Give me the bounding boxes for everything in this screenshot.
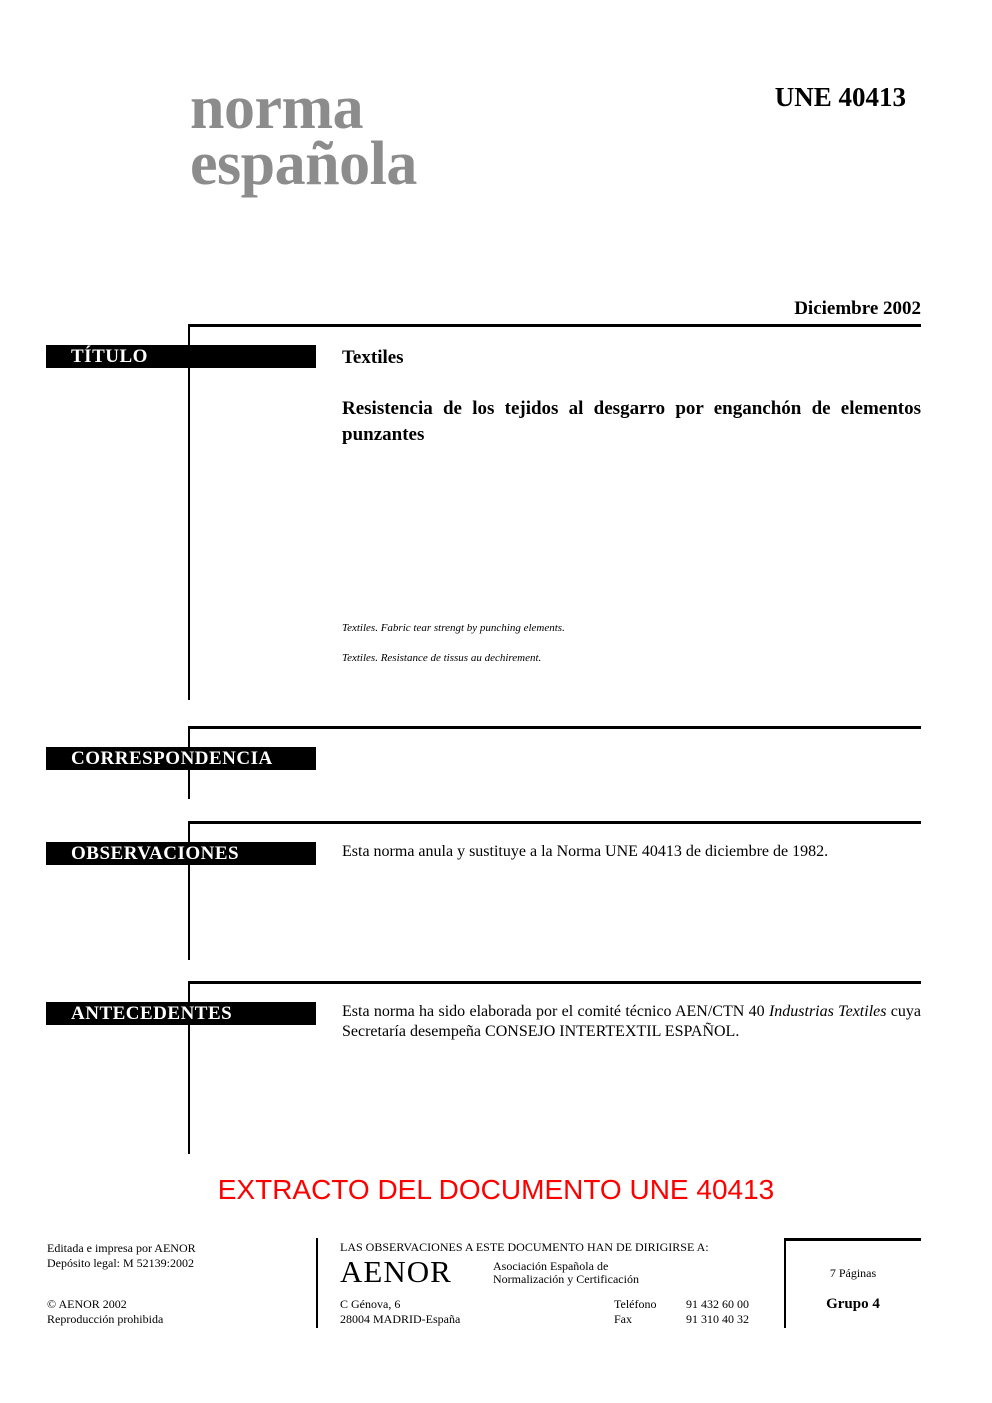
antecedentes-committee-name: Industrias Textiles <box>768 1003 887 1020</box>
address-line-1: C Génova, 6 <box>340 1297 401 1311</box>
footer-box-top-rule <box>784 1238 921 1241</box>
page-count: 7 Páginas <box>829 1266 877 1280</box>
footer-box-left-rule <box>784 1238 786 1328</box>
assoc-line-2: Normalización y Certificación <box>493 1272 639 1286</box>
fax-label: Fax <box>614 1312 632 1326</box>
footer-legal-deposit: Depósito legal: M 52139:2002 <box>47 1256 194 1270</box>
antecedentes-text-start: Esta norma ha sido elaborada por el comité técnico AEN/CTN 40 <box>342 1003 769 1020</box>
standard-number: UNE 40413 <box>774 82 906 112</box>
footer-copyright-info <box>47 1297 163 1327</box>
phone-value: 91 432 60 00 <box>686 1297 749 1311</box>
footer-reproduction: Reproducción prohibida <box>47 1312 164 1326</box>
titulo-left-rule <box>188 324 190 700</box>
english-title: Textiles. Fabric tear strengt by punching elements. <box>342 622 565 634</box>
titulo-label: TÍTULO <box>46 345 316 368</box>
aenor-association-name <box>493 1260 639 1286</box>
antecedentes-top-rule <box>188 981 921 984</box>
footer-contact-labels <box>614 1297 656 1327</box>
assoc-line-1: Asociación Española de <box>493 1259 609 1273</box>
aenor-logo: AENOR <box>340 1254 452 1289</box>
titulo-top-rule <box>188 324 921 327</box>
footer-divider-left <box>316 1238 318 1328</box>
title-main: Textiles <box>342 347 404 368</box>
brand-line-2: española <box>190 130 417 198</box>
brand-line-1: norma <box>190 74 364 142</box>
observaciones-top-rule <box>188 821 921 824</box>
antecedentes-text-end: cuya Secretaría desempeña CONSEJO INTERTEXTIL ESPAÑOL. <box>342 1003 921 1040</box>
correspondencia-label: CORRESPONDENCIA <box>46 747 316 770</box>
title-subtitle: Resistencia de los tejidos al desgarro por enganchón de elementos punzantes <box>342 398 921 445</box>
footer-edited: Editada e impresa por AENOR <box>47 1241 196 1255</box>
observaciones-text: Esta norma anula y sustituye a la Norma UNE 40413 de diciembre de 1982. <box>342 843 829 860</box>
fax-value: 91 310 40 32 <box>686 1312 749 1326</box>
brand-title <box>190 74 417 198</box>
price-group: Grupo 4 <box>826 1296 880 1312</box>
extract-notice: EXTRACTO DEL DOCUMENTO UNE 40413 <box>217 1174 775 1205</box>
footer-address <box>340 1297 460 1327</box>
address-line-2: 28004 MADRID-España <box>340 1312 461 1326</box>
publication-date: Diciembre 2002 <box>794 298 921 319</box>
phone-label: Teléfono <box>614 1297 657 1311</box>
footer-edition-info <box>47 1241 196 1271</box>
correspondencia-top-rule <box>188 726 921 729</box>
antecedentes-text <box>342 1002 921 1042</box>
footer-observations-heading: LAS OBSERVACIONES A ESTE DOCUMENTO HAN DE DIRIGIRSE A: <box>340 1240 709 1254</box>
footer-copyright: © AENOR 2002 <box>47 1297 127 1311</box>
footer-contact-values <box>686 1297 749 1327</box>
french-title: Textiles. Resistance de tissus au dechirement. <box>342 652 542 664</box>
observaciones-label: OBSERVACIONES <box>46 842 316 865</box>
antecedentes-label: ANTECEDENTES <box>46 1002 316 1025</box>
